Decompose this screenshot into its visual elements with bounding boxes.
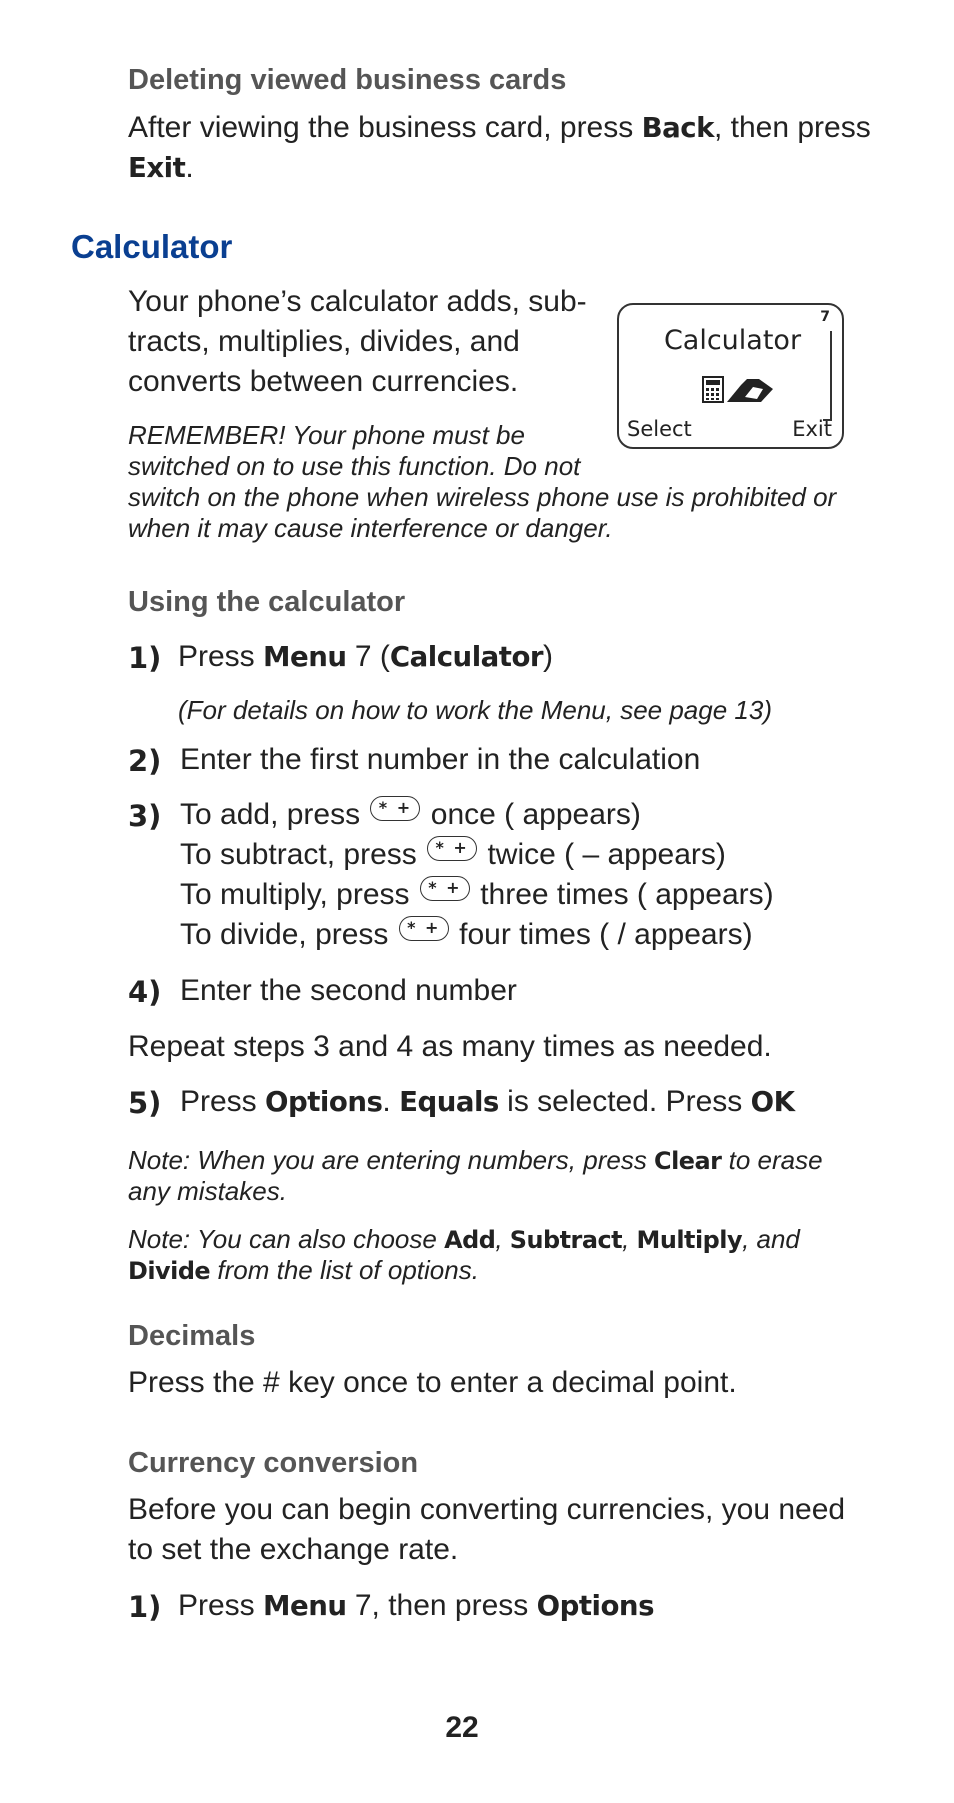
equals-keyword: Equals (399, 1085, 499, 1118)
calculator-keyword: Calculator (389, 640, 544, 673)
decimals-heading: Decimals (128, 1320, 256, 1352)
step3-sub-b: twice ( – appears) (479, 838, 726, 871)
star-plus-key-icon (420, 876, 470, 901)
key-label: * + (428, 878, 462, 897)
currency-step1-number: 1) (128, 1590, 162, 1624)
exit-keyword: Exit (128, 151, 186, 184)
step3-divide (180, 915, 753, 955)
star-plus-key-icon (427, 836, 477, 861)
page-number: 22 (445, 1711, 479, 1744)
note1-text-a: Note: When you are entering numbers, press (128, 1145, 655, 1175)
step5-text-b: . (382, 1085, 400, 1118)
scroll-bar (825, 331, 832, 415)
options-keyword: Options (265, 1085, 383, 1118)
step3-mul-b: three times ( appears) (471, 878, 774, 911)
note2-line1 (128, 1224, 800, 1256)
deleting-heading: Deleting viewed business cards (128, 64, 567, 96)
menu-index: 7 (820, 309, 830, 325)
note2-text-c: , (622, 1224, 637, 1254)
exit-softkey: Exit (792, 417, 832, 441)
key-label: * + (378, 798, 413, 817)
note1-text-b: to erase (721, 1145, 823, 1175)
currency-step1-text (178, 1586, 654, 1626)
remember-line3: switch on the phone when wireless phone use is prohibited or (128, 482, 837, 512)
calculator-intro-line2: tracts, multiplies, divides, and (128, 325, 520, 358)
step3-add-b: once ( appears) (422, 798, 641, 831)
key-label: * + (407, 918, 441, 937)
currency-line1: Before you can begin converting currencies, you need (128, 1493, 846, 1526)
step4-number: 4) (128, 975, 162, 1009)
step1-text-a: Press (178, 640, 264, 673)
repeat-text: Repeat steps 3 and 4 as many times as needed. (128, 1030, 772, 1063)
step5-number: 5) (128, 1086, 162, 1120)
step5-text-a: Press (180, 1085, 266, 1118)
menu-keyword: Menu (263, 1589, 347, 1622)
step3-div-a: To divide, press (180, 918, 397, 951)
star-plus-key-icon (399, 916, 449, 941)
step1-text (178, 637, 553, 677)
note2-text-a: Note: You can also choose (128, 1224, 445, 1254)
step2-number: 2) (128, 744, 162, 778)
deleting-text-c: . (185, 151, 194, 184)
step4-text: Enter the second number (180, 974, 517, 1007)
add-keyword: Add (444, 1226, 496, 1254)
step5-text-c: is selected. Press (498, 1085, 751, 1118)
note2-text-b: , (495, 1224, 510, 1254)
deleting-text-b: , then press (713, 111, 871, 144)
deleting-text (128, 108, 888, 188)
calculator-heading: Calculator (71, 228, 233, 265)
clear-keyword: Clear (654, 1147, 722, 1175)
step3-sub-a: To subtract, press (180, 838, 426, 871)
subtract-keyword: Subtract (509, 1226, 623, 1254)
menu-keyword: Menu (263, 640, 347, 673)
note2-text-d: , and (742, 1224, 800, 1254)
note1-line2: any mistakes. (128, 1176, 287, 1206)
note2-text-e: from the list of options. (210, 1255, 479, 1285)
star-plus-key-icon (370, 796, 420, 821)
step3-number: 3) (128, 799, 162, 833)
options-keyword: Options (536, 1589, 654, 1622)
step3-div-b: four times ( / appears) (450, 918, 753, 951)
phone-screen-title: Calculator (663, 325, 802, 356)
key-label: * + (435, 838, 469, 857)
step3-add-a: To add, press (180, 798, 369, 831)
step3-mul-a: To multiply, press (180, 878, 418, 911)
currency-step1-a: Press (178, 1589, 264, 1622)
remember-line1: REMEMBER! Your phone must be (128, 420, 525, 450)
step1-number: 1) (128, 641, 162, 675)
decimals-text: Press the # key once to enter a decimal point. (128, 1366, 737, 1399)
step1-text-c: ) (543, 640, 554, 673)
currency-heading: Currency conversion (128, 1447, 419, 1479)
back-keyword: Back (641, 111, 714, 144)
note1-line1 (128, 1145, 823, 1177)
currency-line2: to set the exchange rate. (128, 1533, 459, 1566)
deleting-text-a: After viewing the business card, press (128, 111, 642, 144)
using-heading: Using the calculator (128, 586, 406, 618)
multiply-keyword: Multiply (636, 1226, 743, 1254)
ok-keyword: OK (750, 1085, 795, 1118)
step5-text (180, 1082, 794, 1122)
step3-subtract (180, 835, 726, 875)
step1-text-b: 7 ( (346, 640, 390, 673)
currency-step1-b: 7, then press (346, 1589, 537, 1622)
step1-note: (For details on how to work the Menu, see page 13) (178, 695, 772, 725)
divide-keyword: Divide (128, 1257, 211, 1285)
calculator-intro-line1: Your phone’s calculator adds, sub- (128, 285, 587, 318)
remember-line4: when it may cause interference or danger. (128, 513, 613, 543)
note2-line2 (128, 1255, 479, 1287)
calculator-intro-line3: converts between currencies. (128, 365, 519, 398)
select-softkey: Select (627, 417, 692, 441)
phone-screen-illustration (617, 303, 844, 449)
remember-line2: switched on to use this function. Do not (128, 451, 581, 481)
step3-multiply (180, 875, 774, 915)
calculator-icon (701, 375, 783, 405)
step3-add (180, 795, 641, 835)
step2-text: Enter the first number in the calculation (180, 743, 701, 776)
